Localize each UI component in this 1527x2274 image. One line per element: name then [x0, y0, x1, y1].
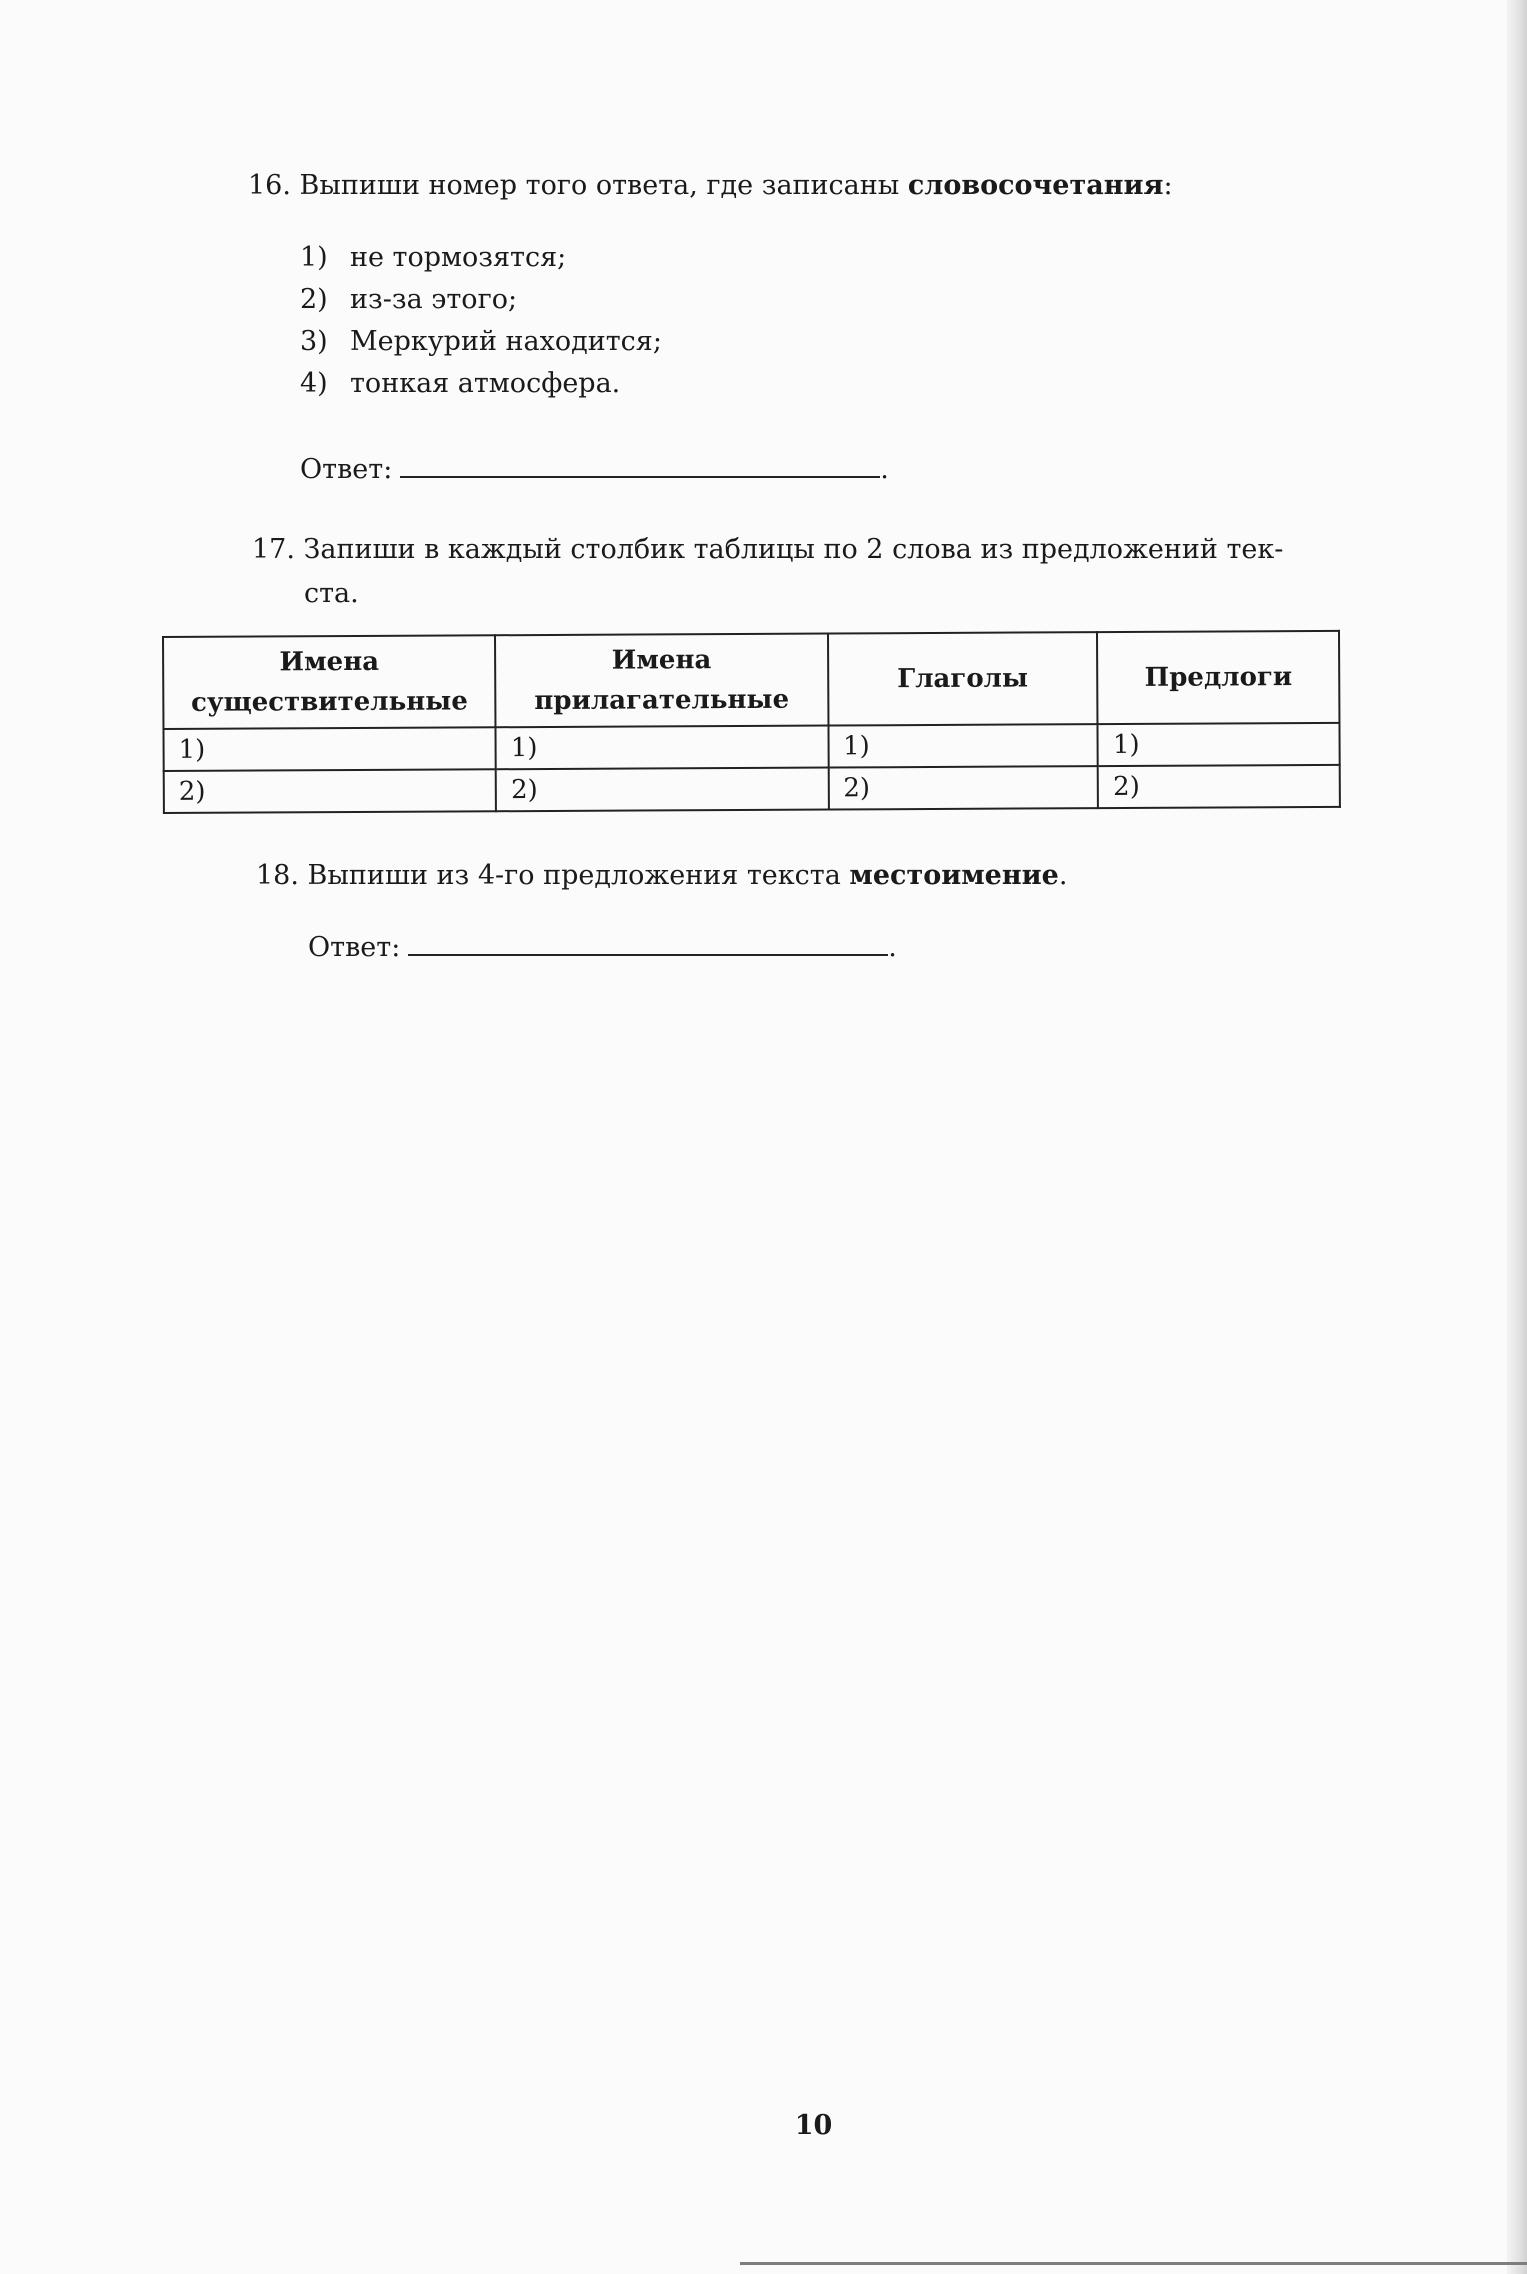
option-number: 3)	[300, 326, 328, 357]
question-17-number: 17.	[252, 534, 295, 565]
question-16-option	[300, 280, 517, 320]
question-18-answer	[308, 926, 897, 968]
option-number: 1)	[300, 242, 328, 273]
table-row	[164, 765, 1340, 813]
table-cell[interactable]: 2)	[496, 768, 828, 812]
header-line: Имена	[279, 646, 380, 678]
table-header-cell	[827, 632, 1097, 725]
question-17-text-line1: Запиши в каждый столбик таблицы по 2 слова из предложений тек-	[303, 534, 1284, 565]
question-16-option	[300, 364, 620, 404]
question-16-number: 16.	[248, 170, 291, 201]
answer-end-punct: .	[888, 932, 897, 963]
table-header-cell	[163, 635, 496, 729]
header-line: Имена	[611, 645, 712, 676]
page-bottom-edge	[740, 2262, 1527, 2265]
table-row	[163, 723, 1339, 771]
header-line: прилагательные	[534, 684, 790, 717]
header-line: существительные	[191, 686, 468, 718]
page-number: 10	[794, 2110, 833, 2141]
option-text: Меркурий находится;	[350, 326, 662, 357]
answer-blank-line[interactable]	[408, 926, 888, 956]
question-16-option	[300, 322, 662, 362]
question-17-text-line2: ста.	[304, 578, 359, 609]
option-number: 2)	[300, 284, 328, 315]
question-18-punct: .	[1058, 860, 1068, 891]
question-17-prompt	[252, 530, 1283, 570]
table-cell[interactable]: 1)	[1098, 723, 1340, 766]
table-cell[interactable]: 1)	[163, 727, 495, 771]
question-16-bold-term: словосочетания	[907, 170, 1164, 201]
question-17-prompt-line2	[304, 574, 359, 614]
header-line: Предлоги	[1144, 662, 1293, 693]
header-line: Глаголы	[897, 663, 1029, 695]
question-16-punct: :	[1163, 170, 1173, 201]
option-number: 4)	[300, 368, 328, 399]
question-18-text: Выпиши из 4-го предложения текста	[307, 860, 841, 891]
answer-label: Ответ:	[308, 932, 401, 963]
option-text: не тормозятся;	[350, 242, 567, 273]
option-text: тонкая атмосфера.	[350, 368, 621, 399]
question-18-prompt	[256, 856, 1067, 896]
question-18-bold-term: местоимение	[849, 860, 1059, 891]
table-cell[interactable]: 2)	[1098, 765, 1340, 808]
table-header-cell	[495, 634, 828, 728]
answer-label: Ответ:	[300, 454, 393, 485]
table-cell[interactable]: 2)	[164, 769, 496, 813]
parts-of-speech-table	[162, 630, 1341, 814]
question-18-number: 18.	[256, 860, 299, 891]
table-header-cell	[1097, 631, 1339, 724]
option-text: из-за этого;	[350, 284, 518, 315]
question-16-option	[300, 238, 566, 278]
table-cell[interactable]: 1)	[828, 724, 1098, 767]
question-16-answer	[300, 448, 889, 490]
table-header-row	[163, 631, 1339, 729]
question-16-text: Выпиши номер того ответа, где записаны	[299, 170, 900, 201]
question-16-prompt	[248, 166, 1173, 206]
answer-end-punct: .	[880, 454, 889, 485]
table-cell[interactable]: 1)	[496, 726, 828, 770]
table-cell[interactable]: 2)	[828, 766, 1098, 809]
page-shadow-edge	[1507, 0, 1527, 2274]
answer-blank-line[interactable]	[400, 448, 880, 478]
